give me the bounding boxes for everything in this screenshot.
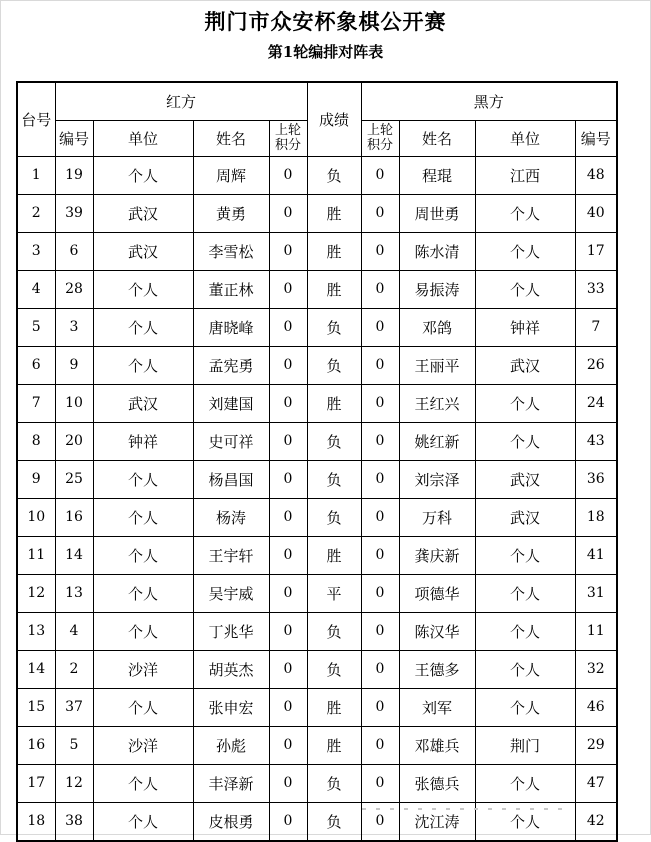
cell-red-number: 38 — [55, 802, 93, 841]
cell-black-prev-points: 0 — [361, 726, 399, 764]
cell-red-prev-points: 0 — [269, 156, 307, 194]
cell-black-name: 周世勇 — [399, 194, 475, 232]
cell-black-name: 王丽平 — [399, 346, 475, 384]
cell-black-number: 24 — [575, 384, 617, 422]
cell-red-name: 黄勇 — [193, 194, 269, 232]
cell-result: 负 — [307, 156, 361, 194]
cell-black-unit: 个人 — [475, 194, 575, 232]
cell-table-no: 18 — [17, 802, 55, 841]
cell-black-prev-points: 0 — [361, 156, 399, 194]
table-row — [17, 270, 617, 308]
cell-red-unit: 个人 — [93, 574, 193, 612]
cell-red-name: 张申宏 — [193, 688, 269, 726]
cell-red-number: 13 — [55, 574, 93, 612]
cell-red-number: 4 — [55, 612, 93, 650]
cell-black-number: 42 — [575, 802, 617, 841]
cell-red-name: 孙彪 — [193, 726, 269, 764]
cell-black-number: 17 — [575, 232, 617, 270]
table-row — [17, 726, 617, 764]
cell-red-name: 刘建国 — [193, 384, 269, 422]
cell-black-prev-points: 0 — [361, 422, 399, 460]
cell-red-number: 39 — [55, 194, 93, 232]
cell-black-number: 29 — [575, 726, 617, 764]
cell-red-name: 周辉 — [193, 156, 269, 194]
cell-red-prev-points: 0 — [269, 498, 307, 536]
cell-red-unit: 武汉 — [93, 232, 193, 270]
cell-black-unit: 钟祥 — [475, 308, 575, 346]
header-black-number: 编号 — [575, 120, 617, 156]
cell-black-unit: 个人 — [475, 688, 575, 726]
cell-black-number: 47 — [575, 764, 617, 802]
cell-table-no: 11 — [17, 536, 55, 574]
cell-black-prev-points: 0 — [361, 612, 399, 650]
cell-table-no: 1 — [17, 156, 55, 194]
cell-red-unit: 个人 — [93, 536, 193, 574]
cell-result: 负 — [307, 308, 361, 346]
cell-black-name: 王红兴 — [399, 384, 475, 422]
cell-red-unit: 个人 — [93, 498, 193, 536]
cell-result: 负 — [307, 346, 361, 384]
table-row — [17, 764, 617, 802]
cell-black-name: 项德华 — [399, 574, 475, 612]
header-red-number: 编号 — [55, 120, 93, 156]
cell-black-number: 41 — [575, 536, 617, 574]
cell-black-name: 刘军 — [399, 688, 475, 726]
header-table-no: 台号 — [17, 82, 55, 156]
cell-black-unit: 个人 — [475, 574, 575, 612]
cell-red-unit: 个人 — [93, 612, 193, 650]
cell-black-number: 26 — [575, 346, 617, 384]
header-red-name: 姓名 — [193, 120, 269, 156]
cell-black-unit: 个人 — [475, 802, 575, 841]
cell-black-prev-points: 0 — [361, 308, 399, 346]
header-black-unit: 单位 — [475, 120, 575, 156]
cell-red-prev-points: 0 — [269, 270, 307, 308]
cell-table-no: 16 — [17, 726, 55, 764]
cell-table-no: 4 — [17, 270, 55, 308]
cell-black-name: 陈水清 — [399, 232, 475, 270]
cell-black-unit: 个人 — [475, 384, 575, 422]
cell-red-prev-points: 0 — [269, 802, 307, 841]
cell-red-number: 2 — [55, 650, 93, 688]
cell-red-prev-points: 0 — [269, 612, 307, 650]
cell-red-prev-points: 0 — [269, 384, 307, 422]
cell-black-unit: 个人 — [475, 612, 575, 650]
table-row — [17, 536, 617, 574]
cell-red-name: 皮根勇 — [193, 802, 269, 841]
cell-red-name: 杨涛 — [193, 498, 269, 536]
cell-table-no: 8 — [17, 422, 55, 460]
cell-result: 胜 — [307, 536, 361, 574]
cell-result: 负 — [307, 498, 361, 536]
cell-table-no: 10 — [17, 498, 55, 536]
cell-result: 负 — [307, 764, 361, 802]
cell-red-name: 吴宇威 — [193, 574, 269, 612]
cell-result: 胜 — [307, 726, 361, 764]
cell-black-prev-points: 0 — [361, 384, 399, 422]
cell-black-prev-points: 0 — [361, 194, 399, 232]
cell-black-unit: 武汉 — [475, 346, 575, 384]
cell-result: 胜 — [307, 688, 361, 726]
cell-black-unit: 个人 — [475, 422, 575, 460]
cell-red-name: 胡英杰 — [193, 650, 269, 688]
cell-red-unit: 个人 — [93, 802, 193, 841]
cell-table-no: 5 — [17, 308, 55, 346]
cell-red-number: 19 — [55, 156, 93, 194]
cell-red-number: 28 — [55, 270, 93, 308]
header-red-unit: 单位 — [93, 120, 193, 156]
cell-red-name: 唐晓峰 — [193, 308, 269, 346]
cell-black-number: 31 — [575, 574, 617, 612]
cell-table-no: 7 — [17, 384, 55, 422]
table-row — [17, 574, 617, 612]
cell-black-prev-points: 0 — [361, 536, 399, 574]
cell-red-unit: 个人 — [93, 308, 193, 346]
cell-black-number: 11 — [575, 612, 617, 650]
cell-red-name: 李雪松 — [193, 232, 269, 270]
cell-red-unit: 个人 — [93, 460, 193, 498]
cell-black-unit: 个人 — [475, 270, 575, 308]
cell-red-unit: 个人 — [93, 764, 193, 802]
cell-red-number: 6 — [55, 232, 93, 270]
table-row — [17, 422, 617, 460]
cell-result: 平 — [307, 574, 361, 612]
cell-table-no: 13 — [17, 612, 55, 650]
cell-result: 胜 — [307, 194, 361, 232]
cell-black-name: 陈汉华 — [399, 612, 475, 650]
cell-black-number: 40 — [575, 194, 617, 232]
cell-table-no: 2 — [17, 194, 55, 232]
cell-red-prev-points: 0 — [269, 650, 307, 688]
cell-black-number: 33 — [575, 270, 617, 308]
cell-red-number: 14 — [55, 536, 93, 574]
table-row — [17, 460, 617, 498]
cell-red-number: 10 — [55, 384, 93, 422]
header-result: 成绩 — [307, 82, 361, 156]
cell-red-prev-points: 0 — [269, 460, 307, 498]
cell-black-unit: 武汉 — [475, 498, 575, 536]
table-row — [17, 384, 617, 422]
cell-table-no: 15 — [17, 688, 55, 726]
cell-red-name: 董正林 — [193, 270, 269, 308]
cell-black-name: 刘宗泽 — [399, 460, 475, 498]
cell-black-prev-points: 0 — [361, 650, 399, 688]
pairing-table — [16, 81, 618, 842]
table-row — [17, 650, 617, 688]
pairing-rows — [17, 156, 617, 841]
header-black-side: 黑方 — [361, 82, 617, 120]
cell-black-prev-points: 0 — [361, 460, 399, 498]
cell-result: 胜 — [307, 384, 361, 422]
cell-black-number: 43 — [575, 422, 617, 460]
cell-black-name: 龚庆新 — [399, 536, 475, 574]
header-red-prev-points: 上轮积分 — [269, 120, 307, 156]
table-row — [17, 612, 617, 650]
cell-red-prev-points: 0 — [269, 346, 307, 384]
table-row — [17, 156, 617, 194]
document-subtitle: 第1轮编排对阵表 — [267, 43, 384, 61]
cell-red-unit: 沙洋 — [93, 726, 193, 764]
cell-black-name: 万科 — [399, 498, 475, 536]
cell-result: 负 — [307, 650, 361, 688]
cell-red-unit: 武汉 — [93, 384, 193, 422]
cell-black-prev-points: 0 — [361, 764, 399, 802]
cell-black-name: 邓雄兵 — [399, 726, 475, 764]
cell-black-unit: 荆门 — [475, 726, 575, 764]
cell-black-number: 36 — [575, 460, 617, 498]
cell-red-prev-points: 0 — [269, 308, 307, 346]
cell-table-no: 9 — [17, 460, 55, 498]
cell-red-prev-points: 0 — [269, 232, 307, 270]
cell-red-prev-points: 0 — [269, 536, 307, 574]
cell-result: 胜 — [307, 232, 361, 270]
document-title: 荆门市众安杯象棋公开赛 — [204, 9, 447, 34]
cell-black-name: 程琨 — [399, 156, 475, 194]
cell-table-no: 12 — [17, 574, 55, 612]
header-row-groups — [17, 82, 617, 120]
table-row — [17, 308, 617, 346]
cell-red-number: 25 — [55, 460, 93, 498]
header-red-side: 红方 — [55, 82, 307, 120]
cell-black-unit: 武汉 — [475, 460, 575, 498]
cell-result: 负 — [307, 460, 361, 498]
cell-red-prev-points: 0 — [269, 194, 307, 232]
table-row — [17, 194, 617, 232]
cell-red-prev-points: 0 — [269, 688, 307, 726]
cell-black-name: 邓鸽 — [399, 308, 475, 346]
cell-red-unit: 个人 — [93, 270, 193, 308]
cell-table-no: 3 — [17, 232, 55, 270]
cell-black-name: 姚红新 — [399, 422, 475, 460]
table-row — [17, 346, 617, 384]
cell-table-no: 6 — [17, 346, 55, 384]
header-black-name: 姓名 — [399, 120, 475, 156]
table-row — [17, 688, 617, 726]
cell-black-prev-points: 0 — [361, 498, 399, 536]
cell-red-name: 杨昌国 — [193, 460, 269, 498]
cell-black-prev-points: 0 — [361, 232, 399, 270]
cell-red-prev-points: 0 — [269, 764, 307, 802]
cell-red-number: 3 — [55, 308, 93, 346]
cell-red-unit: 沙洋 — [93, 650, 193, 688]
cell-black-number: 18 — [575, 498, 617, 536]
cell-red-number: 9 — [55, 346, 93, 384]
cell-red-name: 史可祥 — [193, 422, 269, 460]
cell-red-number: 12 — [55, 764, 93, 802]
cell-red-name: 孟宪勇 — [193, 346, 269, 384]
cell-red-prev-points: 0 — [269, 726, 307, 764]
cell-black-unit: 个人 — [475, 232, 575, 270]
cell-black-number: 32 — [575, 650, 617, 688]
cell-result: 负 — [307, 422, 361, 460]
table-row — [17, 498, 617, 536]
cell-red-number: 37 — [55, 688, 93, 726]
table-row — [17, 232, 617, 270]
cell-red-name: 丰泽新 — [193, 764, 269, 802]
cell-black-name: 沈江涛 — [399, 802, 475, 841]
cell-black-unit: 个人 — [475, 764, 575, 802]
cell-red-prev-points: 0 — [269, 422, 307, 460]
cell-result: 负 — [307, 612, 361, 650]
cell-red-name: 丁兆华 — [193, 612, 269, 650]
cell-black-prev-points: 0 — [361, 346, 399, 384]
cell-black-name: 张德兵 — [399, 764, 475, 802]
cell-table-no: 17 — [17, 764, 55, 802]
cell-black-number: 7 — [575, 308, 617, 346]
cell-black-name: 王德多 — [399, 650, 475, 688]
header-black-prev-points: 上轮积分 — [361, 120, 399, 156]
cell-red-unit: 钟祥 — [93, 422, 193, 460]
cell-red-prev-points: 0 — [269, 574, 307, 612]
cell-black-prev-points: 0 — [361, 802, 399, 841]
cell-red-number: 20 — [55, 422, 93, 460]
cell-red-name: 王宇轩 — [193, 536, 269, 574]
cell-black-prev-points: 0 — [361, 270, 399, 308]
cell-black-unit: 个人 — [475, 536, 575, 574]
cell-black-unit: 江西 — [475, 156, 575, 194]
cell-red-unit: 个人 — [93, 156, 193, 194]
cell-red-unit: 个人 — [93, 688, 193, 726]
cell-red-unit: 个人 — [93, 346, 193, 384]
cell-red-number: 5 — [55, 726, 93, 764]
cell-black-name: 易振涛 — [399, 270, 475, 308]
cell-table-no: 14 — [17, 650, 55, 688]
cell-black-number: 46 — [575, 688, 617, 726]
cell-black-unit: 个人 — [475, 650, 575, 688]
cell-red-number: 16 — [55, 498, 93, 536]
cell-red-unit: 武汉 — [93, 194, 193, 232]
cell-black-prev-points: 0 — [361, 688, 399, 726]
cell-result: 胜 — [307, 270, 361, 308]
cell-black-prev-points: 0 — [361, 574, 399, 612]
cell-result: 负 — [307, 802, 361, 841]
cell-black-number: 48 — [575, 156, 617, 194]
